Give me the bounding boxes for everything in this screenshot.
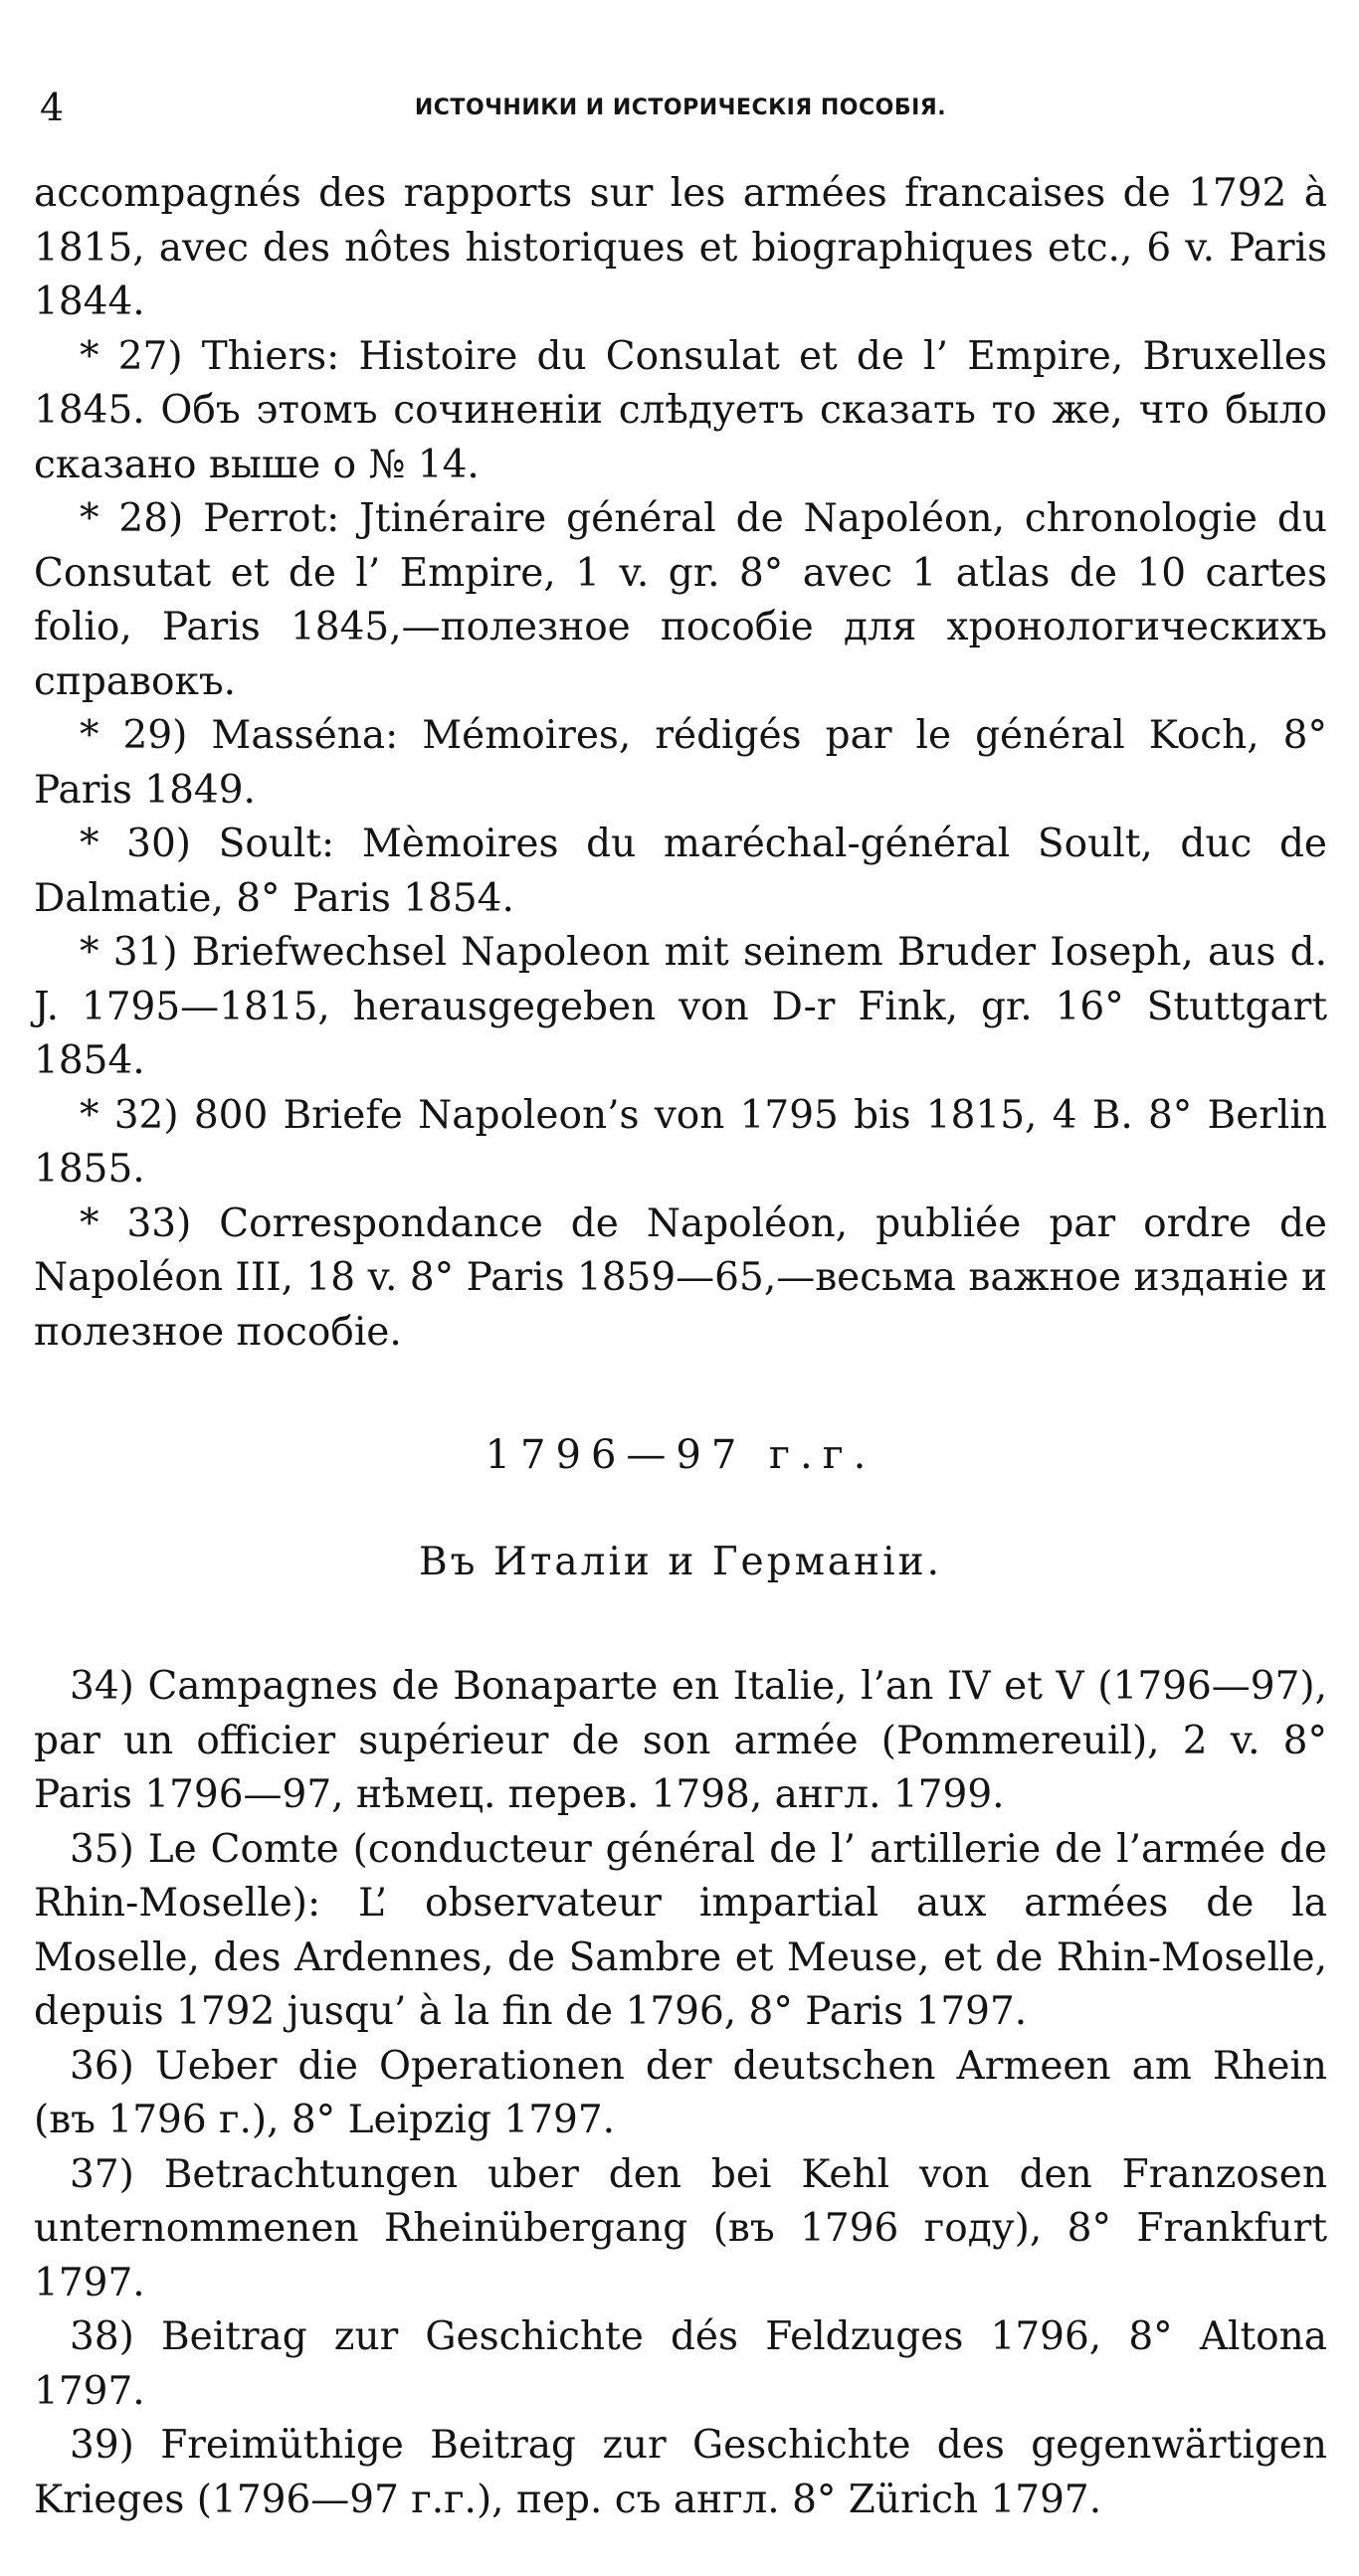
- book-page: [34, 70, 1327, 2527]
- bibliography-entry-32: * 32) 800 Briefe Napoleon’s von 1795 bis 1815, 4 B. 8° Berlin 1855.: [34, 1092, 1327, 1192]
- bibliography-entry-29: * 29) Masséna: Mémoires, rédigés par le général Koch, 8° Paris 1849.: [34, 713, 1327, 813]
- bibliography-entry-28: * 28) Perrot: Jtinéraire général de Napoléon, chronologie du Consutat et de l’ Empire, 1 v. gr. 8° avec 1 atlas de 10 cartes folio, Paris 1845,—полезное пособіе для хронологическихъ справокъ.: [34, 496, 1327, 704]
- bibliography-entry-30: * 30) Soult: Mèmoires du maréchal-général Soult, duc de Dalmatie, 8° Paris 1854.: [34, 822, 1327, 921]
- bibliography-entry-34: 34) Campagnes de Bonaparte en Italie, l’an IV et V (1796—97), par un officier supérieur de son armée (Pommereuil), 2 v. 8° Paris 1796—97, нѣмец. перев. 1798, англ. 1799.: [34, 1664, 1327, 1817]
- bibliography-entry-36: 36) Ueber die Operationen der deutschen Armeen am Rhein (въ 1796 г.), 8° Leipzig 1797.: [34, 2043, 1327, 2142]
- bibliography-entry-35: 35) Le Comte (conducteur général de l’ artillerie de l’armée de Rhin-Moselle): L’ observateur impartial aux armées de la Moselle, des Ardennes, de Sambre et Meuse, et de Rhin-Moselle, depuis 1792 jusqu’ à la fin de 1796, 8° Paris 1797.: [34, 1826, 1327, 2034]
- page-number: 4: [40, 86, 65, 129]
- bibliography-entry-39: 39) Freimüthige Beitrag zur Geschichte des gegenwärtigen Krieges (1796—97 г.г.), пер. съ англ. 8° Zürich 1797.: [34, 2423, 1327, 2522]
- bibliography-entry-37: 37) Betrachtungen uber den bei Kehl von den Franzosen unternommenen Rheinübergang (въ 1796 году), 8° Frankfurt 1797.: [34, 2151, 1327, 2305]
- section-heading-years: 1796—97 г.г.: [485, 1432, 876, 1478]
- section-heading-places: Въ Италіи и Германіи.: [418, 1540, 943, 1584]
- running-head: [34, 70, 1327, 129]
- bibliography-entry-27: * 27) Thiers: Histoire du Consulat et de l’ Empire, Bruxelles 1845. Объ этомъ сочиненіи слѣдуетъ сказать то же, что было сказано выше о № 14.: [34, 333, 1327, 487]
- bibliography-entry-31: * 31) Briefwechsel Napoleon mit seinem Bruder Ioseph, aus d. J. 1795—1815, herausgegeben von D-r Fink, gr. 16° Stuttgart 1854.: [34, 930, 1327, 1083]
- bibliography-list-bottom: [34, 1660, 1327, 2527]
- running-title: ИСТОЧНИКИ И ИСТОРИЧЕСКІЯ ПОСОБІЯ.: [414, 95, 947, 120]
- bibliography-entry-continued: accompagnés des rapports sur les armées francaises de 1792 à 1815, avec des nôtes historiques et biographiques etc., 6 v. Paris 1844.: [34, 171, 1327, 324]
- bibliography-entry-38: 38) Beitrag zur Geschichte dés Feldzuges 1796, 8° Altona 1797.: [34, 2314, 1327, 2414]
- bibliography-entry-33: * 33) Correspondance de Napoléon, publiée par ordre de Napoléon III, 18 v. 8° Paris 1859—65,—весьма важное изданіе и полезное пособіе.: [34, 1200, 1327, 1355]
- bibliography-list-top: [34, 167, 1327, 1360]
